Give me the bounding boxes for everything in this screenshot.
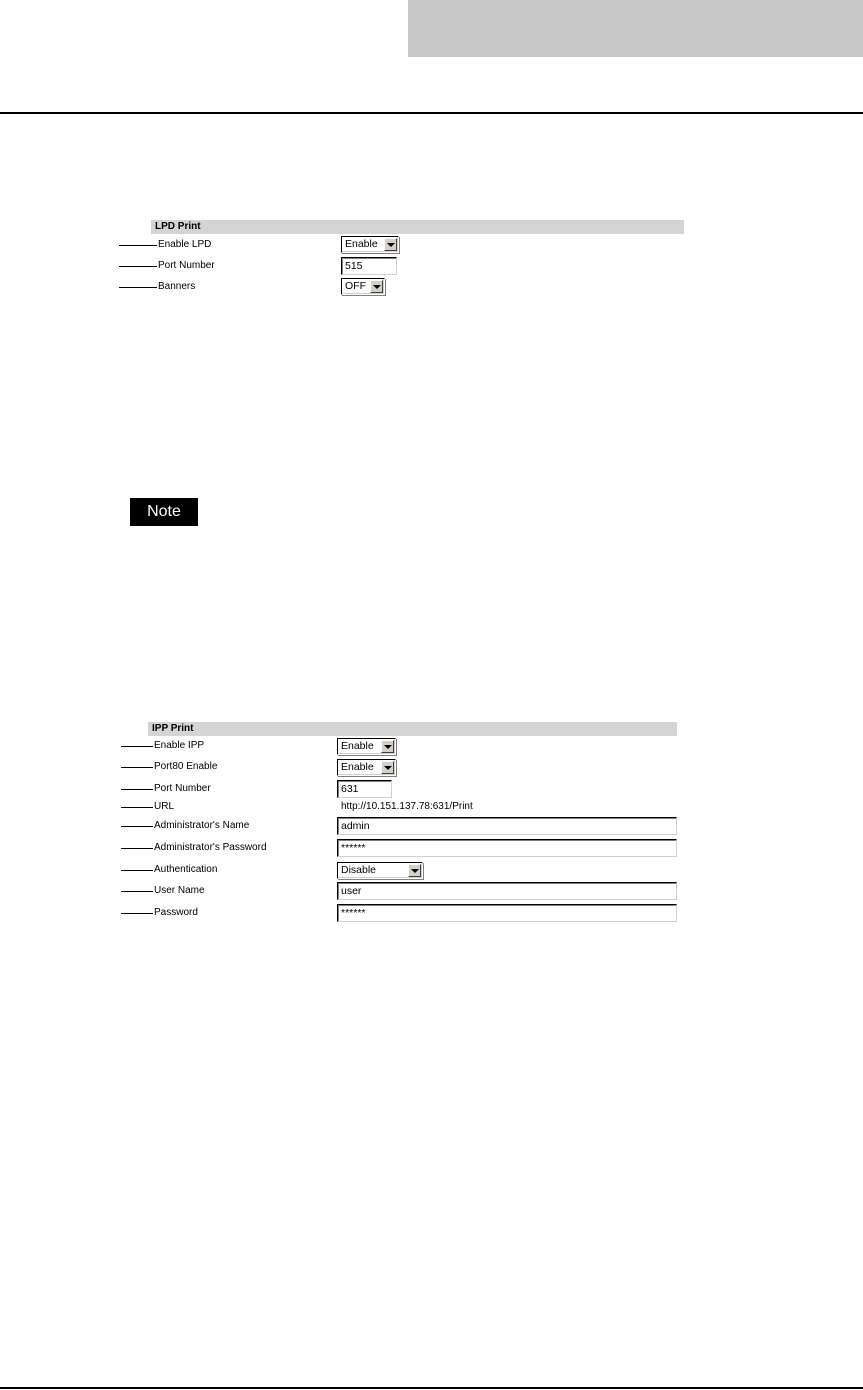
ipp-row-password: [0, 903, 863, 923]
footer-rule: [0, 1387, 863, 1389]
header-rule: [0, 112, 863, 114]
chevron-down-icon[interactable]: [381, 761, 394, 774]
ipp-user-name-label: User Name: [154, 885, 205, 896]
callout-line: [119, 245, 157, 246]
ipp-authentication-value: Disable: [341, 864, 377, 876]
ipp-row-port80: [0, 757, 863, 777]
note-badge: Note: [130, 498, 198, 526]
callout-line: [121, 789, 153, 790]
lpd-row-banners: [0, 277, 863, 297]
chevron-down-icon[interactable]: [384, 238, 397, 251]
callout-line: [119, 266, 157, 267]
lpd-banners-value: OFF: [345, 280, 366, 292]
ipp-url-value: http://10.151.137.78:631/Print: [341, 801, 473, 812]
ipp-authentication-label: Authentication: [154, 864, 218, 875]
chevron-down-icon[interactable]: [370, 280, 383, 293]
ipp-url-label: URL: [154, 801, 175, 812]
ipp-row-admin-password: [0, 838, 863, 858]
ipp-enable-label: Enable IPP: [154, 740, 205, 751]
ipp-port-input[interactable]: 631: [337, 780, 392, 798]
ipp-admin-name-label: Administrator's Name: [154, 820, 250, 831]
ipp-panel-header: IPP Print: [148, 722, 677, 736]
ipp-row-port: [0, 779, 863, 799]
ipp-password-label: Password: [154, 907, 198, 918]
ipp-row-authentication: [0, 860, 863, 880]
ipp-row-url: [0, 797, 863, 817]
lpd-banners-select[interactable]: [341, 278, 385, 295]
lpd-enable-value: Enable: [345, 238, 378, 250]
chevron-down-icon[interactable]: [408, 864, 421, 877]
lpd-row-port: [0, 256, 863, 276]
ipp-port-label: Port Number: [154, 783, 211, 794]
ipp-authentication-select[interactable]: [337, 862, 423, 879]
callout-line: [121, 826, 153, 827]
ipp-admin-password-label: Administrator's Password: [154, 842, 267, 853]
callout-line: [121, 913, 153, 914]
lpd-port-label: Port Number: [158, 260, 215, 271]
ipp-row-enable: [0, 736, 863, 756]
ipp-admin-password-input[interactable]: ******: [337, 839, 677, 857]
lpd-panel-header: LPD Print: [151, 220, 684, 234]
callout-line: [121, 848, 153, 849]
ipp-row-admin-name: [0, 816, 863, 836]
lpd-port-input[interactable]: 515: [341, 257, 397, 275]
callout-line: [121, 891, 153, 892]
ipp-port80-select[interactable]: [337, 759, 396, 776]
ipp-port80-label: Port80 Enable: [154, 761, 218, 772]
callout-line: [121, 746, 153, 747]
callout-line: [121, 870, 153, 871]
lpd-banners-label: Banners: [158, 281, 196, 292]
callout-line: [121, 767, 153, 768]
callout-line: [119, 287, 157, 288]
ipp-enable-value: Enable: [341, 740, 374, 752]
ipp-admin-name-input[interactable]: admin: [337, 817, 677, 835]
chevron-down-icon[interactable]: [381, 740, 394, 753]
lpd-enable-label: Enable LPD: [158, 239, 212, 250]
callout-line: [121, 807, 153, 808]
ipp-row-user-name: [0, 881, 863, 901]
ipp-user-name-input[interactable]: user: [337, 882, 677, 900]
lpd-row-enable: [0, 235, 863, 255]
header-tab-box: [408, 0, 863, 57]
lpd-enable-select[interactable]: [341, 236, 399, 253]
ipp-password-input[interactable]: ******: [337, 904, 677, 922]
ipp-port80-value: Enable: [341, 761, 374, 773]
ipp-enable-select[interactable]: [337, 738, 396, 755]
